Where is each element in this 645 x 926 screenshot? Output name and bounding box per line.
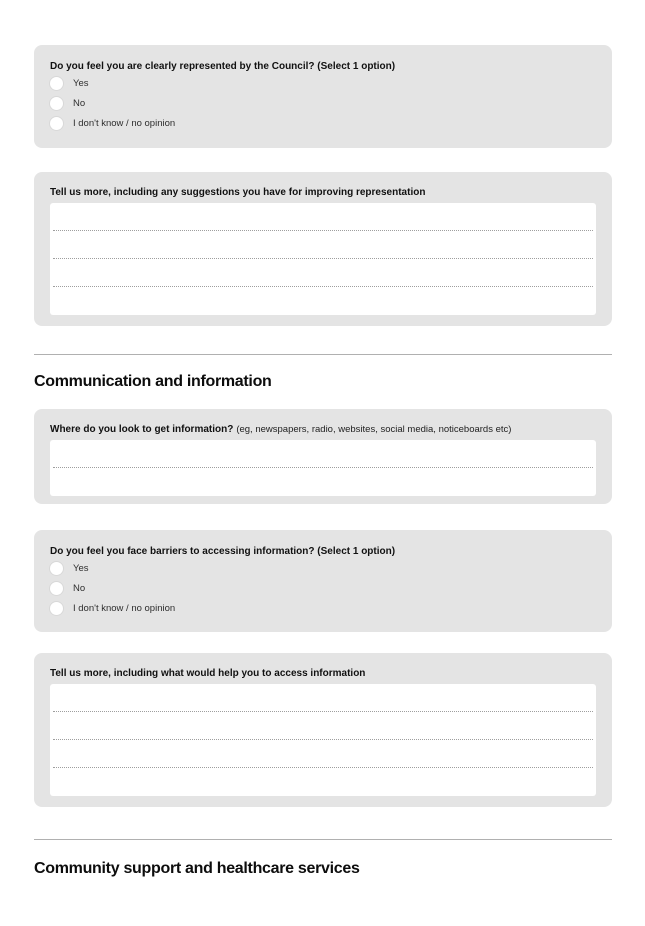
question-block-representation-more	[34, 172, 612, 326]
question-block-information-sources	[34, 409, 612, 504]
radio-option-yes[interactable]	[50, 73, 596, 93]
writing-line	[53, 203, 593, 231]
question-label: Tell us more, including what would help you to access information	[50, 668, 366, 679]
writing-line	[53, 440, 593, 468]
radio-option-label: No	[73, 582, 86, 594]
radio-option-dont-know[interactable]	[50, 598, 596, 618]
question-label-bold: Where do you look to get information?	[50, 424, 234, 435]
writing-line	[53, 740, 593, 768]
radio-option-label: I don't know / no opinion	[73, 117, 176, 129]
radio-option-label: Yes	[73, 562, 89, 574]
radio-button-icon[interactable]	[50, 582, 63, 595]
radio-option-label: Yes	[73, 77, 89, 89]
radio-group-barriers	[50, 558, 596, 618]
radio-button-icon[interactable]	[50, 562, 63, 575]
answer-textarea-information-more[interactable]	[50, 684, 596, 796]
radio-button-icon[interactable]	[50, 117, 63, 130]
question-label	[50, 423, 596, 436]
radio-option-no[interactable]	[50, 578, 596, 598]
radio-option-dont-know[interactable]	[50, 113, 596, 133]
radio-option-label: I don't know / no opinion	[73, 602, 176, 614]
writing-line	[53, 468, 593, 496]
answer-textarea-information-sources[interactable]	[50, 440, 596, 496]
radio-option-label: No	[73, 97, 86, 109]
question-label: Do you feel you face barriers to accessing information? (Select 1 option)	[50, 546, 396, 557]
writing-line	[53, 684, 593, 712]
writing-line	[53, 231, 593, 259]
radio-button-icon[interactable]	[50, 77, 63, 90]
question-block-information-barriers	[34, 530, 612, 632]
writing-line	[53, 287, 593, 315]
radio-option-no[interactable]	[50, 93, 596, 113]
question-block-information-more	[34, 653, 612, 807]
question-label: Tell us more, including any suggestions you have for improving representation	[50, 187, 426, 198]
radio-button-icon[interactable]	[50, 97, 63, 110]
question-block-representation-choice	[34, 45, 612, 148]
radio-option-yes[interactable]	[50, 558, 596, 578]
radio-group-representation	[50, 73, 596, 133]
writing-line	[53, 712, 593, 740]
question-hint: (eg, newspapers, radio, websites, social media, noticeboards etc)	[236, 424, 512, 435]
radio-button-icon[interactable]	[50, 602, 63, 615]
question-label: Do you feel you are clearly represented by the Council? (Select 1 option)	[50, 61, 396, 72]
answer-textarea-representation[interactable]	[50, 203, 596, 315]
section-divider	[34, 839, 612, 840]
section-heading-communication: Communication and information	[34, 373, 272, 390]
section-heading-community-support: Community support and healthcare services	[34, 860, 360, 877]
section-divider	[34, 354, 612, 355]
writing-line	[53, 259, 593, 287]
writing-line	[53, 768, 593, 796]
